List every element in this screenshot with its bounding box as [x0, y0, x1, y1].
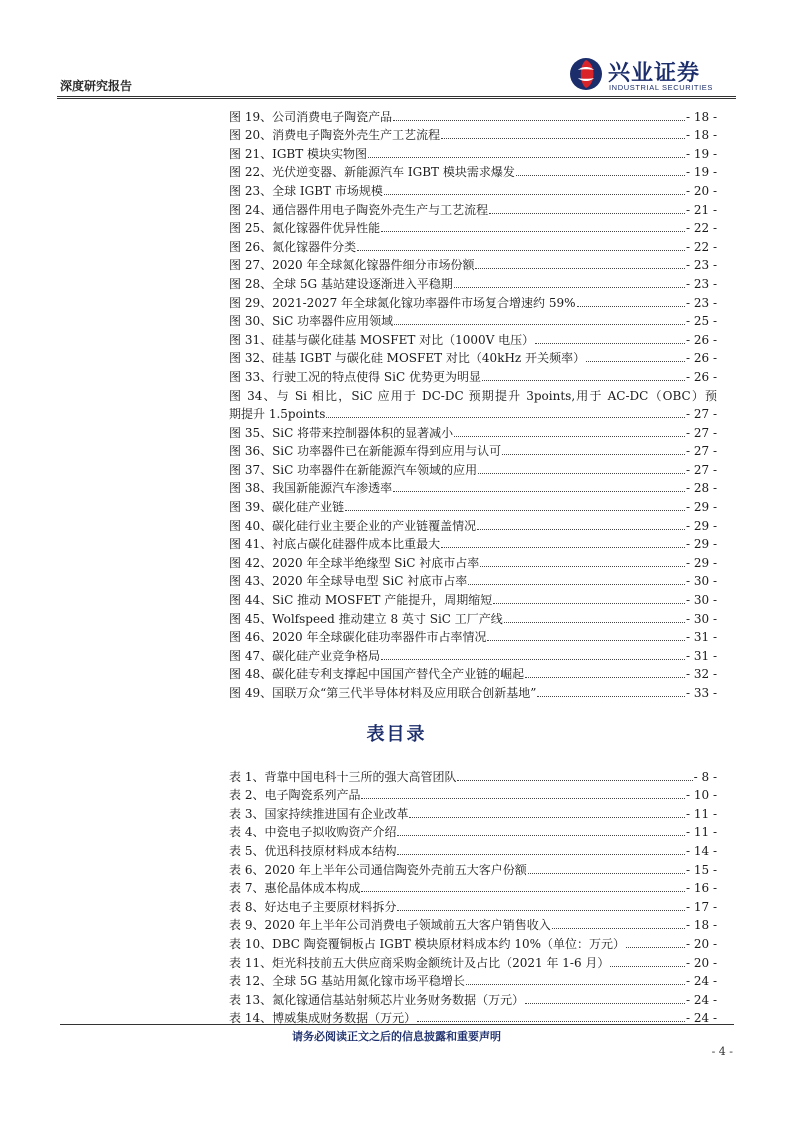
figure-entry-page: - 22 -: [685, 221, 717, 236]
table-entry[interactable]: [229, 932, 717, 951]
figure-entry[interactable]: [229, 663, 717, 682]
dot-leader: [417, 1021, 685, 1022]
dot-leader: [477, 529, 685, 530]
figure-entry-page: - 30 -: [685, 611, 717, 626]
figure-entry-label: 图 26、氮化镓器件分类: [229, 239, 357, 254]
figure-entry-page: - 25 -: [685, 314, 717, 329]
footer-divider: [60, 1024, 734, 1025]
figure-entry-label: 图 34、与 Si 相比，SiC 应用于 DC-DC 预期提升 3points,用于 AC-DC（OBC）预: [229, 388, 717, 403]
dot-leader: [468, 584, 685, 585]
table-entry[interactable]: [229, 1007, 717, 1026]
dot-leader: [535, 343, 685, 344]
figure-entry[interactable]: [229, 142, 717, 161]
dot-leader: [487, 640, 685, 641]
table-entry[interactable]: [229, 858, 717, 877]
logo-emblem-icon: [568, 56, 604, 92]
dot-leader: [480, 566, 685, 567]
table-entry-page: - 20 -: [685, 955, 717, 970]
figure-entry-label: 图 46、2020 年全球碳化硅功率器件市占率情况: [229, 630, 487, 645]
figure-entry-page: - 32 -: [685, 667, 717, 682]
figure-entry-label: 图 32、硅基 IGBT 与碳化硅 MOSFET 对比（40kHz 开关频率）: [229, 351, 586, 366]
dot-leader: [610, 966, 685, 967]
figure-entry-label: 图 21、IGBT 模块实物图: [229, 146, 368, 161]
dot-leader: [504, 622, 685, 623]
figure-entry[interactable]: [229, 198, 717, 217]
dot-leader: [409, 817, 685, 818]
figure-entry-page: - 19 -: [685, 165, 717, 180]
table-entry[interactable]: [229, 951, 717, 970]
dot-leader: [454, 287, 685, 288]
figure-entry-page: - 27 -: [685, 407, 717, 422]
figure-entry-label: 图 49、国联万众“第三代半导体材料及应用联合创新基地”: [229, 686, 537, 700]
dot-leader: [361, 891, 685, 892]
table-entry[interactable]: [229, 784, 717, 803]
table-entry-page: - 18 -: [685, 918, 717, 933]
figure-entry-label: 图 47、碳化硅产业竞争格局: [229, 648, 381, 663]
figure-entry-page: - 30 -: [685, 593, 717, 608]
table-entry[interactable]: [229, 802, 717, 821]
dot-leader: [393, 491, 685, 492]
dot-leader: [441, 547, 685, 548]
page-number: - 4 -: [711, 1045, 733, 1058]
dot-leader: [466, 984, 685, 985]
table-entry-label: 表 12、全球 5G 基站用氮化镓市场平稳增长: [229, 974, 465, 989]
figure-entry-page: - 31 -: [685, 630, 717, 645]
table-entry-label: 表 9、2020 年上半年公司消费电子领域前五大客户销售收入: [229, 918, 551, 933]
figure-entry-label: 图 19、公司消费电子陶瓷产品: [229, 109, 393, 124]
table-entry[interactable]: [229, 765, 717, 784]
dot-leader: [394, 324, 685, 325]
table-entry-page: - 10 -: [685, 788, 717, 803]
dot-leader: [441, 138, 685, 139]
figure-entry-page: - 22 -: [685, 239, 717, 254]
table-entry[interactable]: [229, 877, 717, 896]
figure-entry[interactable]: [229, 644, 717, 663]
table-entry-page: - 15 -: [685, 862, 717, 877]
table-entry-page: - 24 -: [685, 974, 717, 989]
table-entry-page: - 24 -: [685, 992, 717, 1007]
table-entry-page: - 11 -: [685, 825, 717, 840]
figure-entry[interactable]: [229, 347, 717, 366]
figure-entry[interactable]: [229, 514, 717, 533]
dot-leader: [552, 928, 685, 929]
table-entry[interactable]: [229, 988, 717, 1007]
figure-entry-page: - 29 -: [685, 537, 717, 552]
table-entry-page: - 11 -: [685, 806, 717, 821]
figure-entry-label: 图 39、碳化硅产业链: [229, 500, 345, 515]
figure-entry-label: 图 48、碳化硅专利支撑起中国国产替代全产业链的崛起: [229, 667, 525, 682]
figure-entry[interactable]: [229, 551, 717, 570]
figure-entry[interactable]: [229, 681, 717, 700]
dot-leader: [368, 157, 685, 158]
figure-entry-label: 图 30、SiC 功率器件应用领域: [229, 314, 394, 329]
dot-leader: [502, 454, 685, 455]
figure-entry-page: - 31 -: [685, 648, 717, 663]
dot-leader: [457, 780, 692, 781]
figure-entry-label: 图 31、硅基与碳化硅基 MOSFET 对比（1000V 电压）: [229, 332, 535, 347]
dot-leader: [577, 306, 685, 307]
dot-leader: [397, 854, 685, 855]
table-entry-label: 表 14、博威集成财务数据（万元）: [229, 1011, 417, 1026]
dot-leader: [478, 473, 685, 474]
logo-english-name: INDUSTRIAL SECURITIES: [609, 83, 714, 92]
figure-entry[interactable]: [229, 440, 717, 459]
figure-entry-label: 图 38、我国新能源汽车渗透率: [229, 481, 393, 496]
figure-entry-label: 图 20、消费电子陶瓷外壳生产工艺流程: [229, 128, 441, 143]
figure-entry-page: - 23 -: [685, 258, 717, 273]
figure-entry[interactable]: [229, 124, 717, 143]
dot-leader: [626, 947, 685, 948]
dot-leader: [475, 268, 685, 269]
table-entry-label: 表 8、好达电子主要原材料拆分: [229, 899, 397, 914]
figure-entry-page: - 20 -: [685, 183, 717, 198]
figure-entry[interactable]: [229, 328, 717, 347]
figure-entry-label: 图 36、SiC 功率器件已在新能源车得到应用与认可: [229, 444, 502, 459]
figure-entry[interactable]: [229, 310, 717, 329]
dot-leader: [493, 603, 685, 604]
dot-leader: [528, 873, 685, 874]
table-entry[interactable]: [229, 914, 717, 933]
table-entry[interactable]: [229, 821, 717, 840]
dot-leader: [361, 798, 685, 799]
table-entry-page: - 20 -: [685, 936, 717, 951]
dot-leader: [482, 380, 685, 381]
company-logo: [566, 55, 736, 95]
dot-leader: [454, 436, 685, 437]
table-entry-label: 表 1、背靠中国电科十三所的强大高管团队: [229, 769, 457, 784]
figure-entry-page: - 28 -: [685, 481, 717, 496]
figure-entry-page: - 27 -: [685, 444, 717, 459]
header-divider-secondary: [57, 98, 736, 99]
figure-entry[interactable]: [229, 495, 717, 514]
figure-entry-page: - 26 -: [685, 332, 717, 347]
dot-leader: [525, 677, 685, 678]
dot-leader: [357, 250, 685, 251]
figure-entry[interactable]: [229, 254, 717, 273]
table-entry-label: 表 13、氮化镓通信基站射频芯片业务财务数据（万元）: [229, 992, 525, 1007]
figure-entry[interactable]: [229, 235, 717, 254]
figure-entry-label: 图 44、SiC 推动 MOSFET 产能提升，周期缩短: [229, 593, 493, 608]
figure-entry-label: 图 23、全球 IGBT 市场规模: [229, 183, 383, 198]
figure-entry-label: 图 33、行驶工况的特点使得 SiC 优势更为明显: [229, 369, 481, 384]
figure-entry-page: - 21 -: [685, 202, 717, 217]
table-entry-label: 表 3、国家持续推进国有企业改革: [229, 806, 409, 821]
table-entry-label: 表 10、DBC 陶瓷覆铜板占 IGBT 模块原材料成本约 10%（单位：万元）: [229, 936, 626, 951]
figure-entry-page: - 29 -: [685, 555, 717, 570]
dot-leader: [397, 910, 685, 911]
figure-entry[interactable]: [229, 291, 717, 310]
figure-entry-page: - 26 -: [685, 351, 717, 366]
dot-leader: [384, 194, 685, 195]
dot-leader: [326, 417, 685, 418]
dot-leader: [586, 361, 685, 362]
dot-leader: [393, 120, 685, 121]
logo-chinese-name: 兴业证券: [608, 61, 701, 86]
figure-entry-label: 图 27、2020 年全球氮化镓器件细分市场份额: [229, 258, 475, 273]
figure-entry-page: - 29 -: [685, 518, 717, 533]
figure-entry-page: - 26 -: [685, 369, 717, 384]
figure-entry-page: - 18 -: [685, 109, 717, 124]
dot-leader: [525, 1003, 685, 1004]
table-entry[interactable]: [229, 839, 717, 858]
table-entry-label: 表 4、中瓷电子拟收购资产介绍: [229, 825, 397, 840]
figure-entry-page: - 19 -: [685, 146, 717, 161]
figure-entry-label: 图 42、2020 年全球半绝缘型 SiC 衬底市占率: [229, 555, 480, 570]
figure-entry[interactable]: [229, 403, 717, 422]
table-entry-label: 表 11、炬光科技前五大供应商采购金额统计及占比（2021 年 1-6 月）: [229, 955, 610, 970]
figure-entry-label: 期提升 1.5points: [229, 407, 326, 422]
figure-entry-label: 图 35、SiC 将带来控制器体积的显著减小: [229, 425, 454, 440]
table-entry-label: 表 7、惠伦晶体成本构成: [229, 881, 361, 896]
figure-entry[interactable]: [229, 161, 717, 180]
header-divider: [57, 96, 736, 97]
figure-entry-page: - 18 -: [685, 128, 717, 143]
figure-list: [229, 105, 717, 700]
figure-entry[interactable]: [229, 365, 717, 384]
figure-entry[interactable]: [229, 570, 717, 589]
dot-leader: [489, 213, 685, 214]
dot-leader: [516, 175, 685, 176]
figure-entry[interactable]: [229, 458, 717, 477]
table-entry-page: - 8 -: [693, 769, 717, 784]
figure-entry-page: - 33 -: [685, 686, 717, 700]
dot-leader: [381, 231, 685, 232]
table-entry-label: 表 5、优迅科技原材料成本结构: [229, 843, 397, 858]
figure-entry-label: 图 28、全球 5G 基站建设逐渐进入平稳期: [229, 276, 453, 291]
tables-section-title: 表目录: [366, 724, 427, 745]
table-entry-label: 表 6、2020 年上半年公司通信陶瓷外壳前五大客户份额: [229, 862, 527, 877]
figure-entry[interactable]: [229, 607, 717, 626]
figure-entry[interactable]: [229, 588, 717, 607]
figure-entry[interactable]: [229, 477, 717, 496]
report-type-label: 深度研究报告: [60, 79, 133, 93]
figure-entry-label: 图 40、碳化硅行业主要企业的产业链覆盖情况: [229, 518, 477, 533]
footer-disclaimer: 请务必阅读正文之后的信息披露和重要声明: [292, 1030, 501, 1043]
figure-entry[interactable]: [229, 626, 717, 645]
table-entry[interactable]: [229, 895, 717, 914]
dot-leader: [537, 696, 685, 697]
figure-entry[interactable]: [229, 217, 717, 236]
table-entry-page: - 14 -: [685, 843, 717, 858]
table-entry[interactable]: [229, 970, 717, 989]
figure-entry-label: 图 25、氮化镓器件优异性能: [229, 221, 381, 236]
dot-leader: [345, 510, 685, 511]
table-entry-label: 表 2、电子陶瓷系列产品: [229, 788, 361, 803]
figure-entry[interactable]: [229, 421, 717, 440]
figure-entry-label: 图 43、2020 年全球导电型 SiC 衬底市占率: [229, 574, 468, 589]
figure-entry[interactable]: [229, 272, 717, 291]
figure-entry[interactable]: [229, 533, 717, 552]
figure-entry-page: - 27 -: [685, 462, 717, 477]
figure-entry-page: - 29 -: [685, 500, 717, 515]
dot-leader: [381, 659, 685, 660]
figure-entry-label: 图 37、SiC 功率器件在新能源汽车领域的应用: [229, 462, 478, 477]
figure-entry-label: 图 24、通信器件用电子陶瓷外壳生产与工艺流程: [229, 202, 489, 217]
table-entry-page: - 24 -: [685, 1011, 717, 1026]
figure-entry[interactable]: [229, 105, 717, 124]
figure-entry-page: - 27 -: [685, 425, 717, 440]
figure-entry-label: 图 45、Wolfspeed 推动建立 8 英寸 SiC 工厂产线: [229, 611, 503, 626]
table-entry-page: - 16 -: [685, 881, 717, 896]
table-list: [229, 765, 717, 1025]
figure-entry-page: - 30 -: [685, 574, 717, 589]
figure-entry-label: 图 41、衬底占碳化硅器件成本比重最大: [229, 537, 441, 552]
figure-entry-page: - 23 -: [685, 276, 717, 291]
figure-entry[interactable]: [229, 384, 717, 403]
figure-entry[interactable]: [229, 179, 717, 198]
dot-leader: [397, 835, 685, 836]
figure-entry-page: - 23 -: [685, 295, 717, 310]
figure-entry-label: 图 22、光伏逆变器、新能源汽车 IGBT 模块需求爆发: [229, 165, 515, 180]
figure-entry-label: 图 29、2021-2027 年全球氮化镓功率器件市场复合增速约 59%: [229, 295, 576, 310]
table-entry-page: - 17 -: [685, 899, 717, 914]
